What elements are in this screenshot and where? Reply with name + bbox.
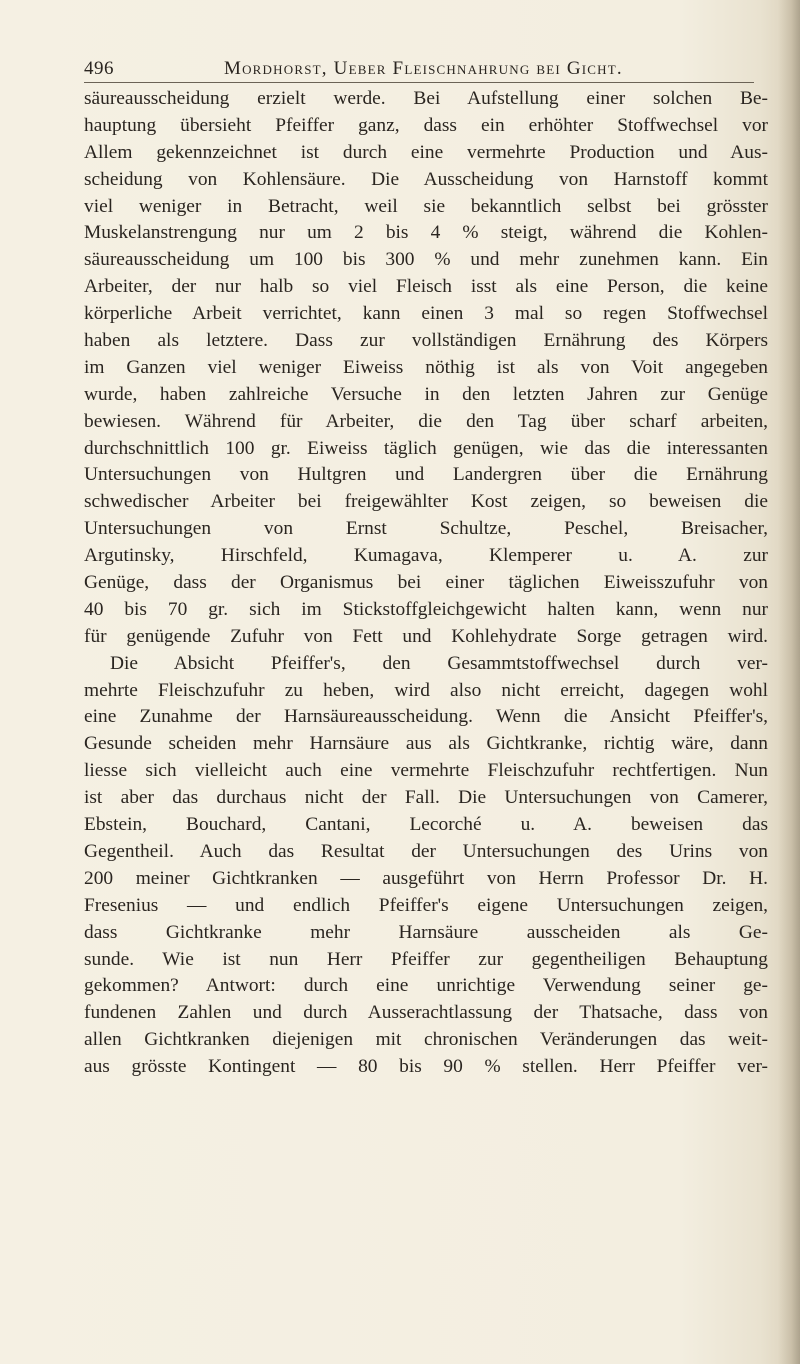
running-head — [84, 54, 764, 84]
text-line: durchschnittlich 100 gr. Eiweiss täglich genügen, wie das die interessanten — [84, 437, 768, 459]
text-line: fundenen Zahlen und durch Ausserachtlassung der Thatsache, dass von — [84, 1002, 768, 1024]
text-line: Untersuchungen von Ernst Schultze, Peschel, Breisacher, — [84, 518, 768, 540]
page-gutter-shadow — [778, 0, 800, 1364]
body-text — [84, 86, 768, 1081]
text-line: im Ganzen viel weniger Eiweiss nöthig ist als von Voit angegeben — [84, 356, 768, 378]
text-line: schwedischer Arbeiter bei freigewählter Kost zeigen, so beweisen die — [84, 491, 768, 513]
running-title: Mordhorst, Ueber Fleischnahrung bei Gicht. — [224, 58, 623, 79]
text-line: Fresenius — und endlich Pfeiffer's eigene Untersuchungen zeigen, — [84, 894, 768, 916]
text-line: für genügende Zufuhr von Fett und Kohlehydrate Sorge getragen wird. — [84, 625, 768, 647]
text-line: allen Gichtkranken diejenigen mit chronischen Veränderungen das weit- — [84, 1029, 768, 1051]
text-line: scheidung von Kohlensäure. Die Ausscheidung von Harnstoff kommt — [84, 168, 768, 190]
text-line: körperliche Arbeit verrichtet, kann einen 3 mal so regen Stoffwechsel — [84, 303, 768, 325]
page-number: 496 — [84, 58, 114, 79]
text-line: haben als letztere. Dass zur vollständigen Ernährung des Körpers — [84, 330, 768, 352]
text-line: liesse sich vielleicht auch eine vermehrte Fleischzufuhr rechtfertigen. Nun — [84, 760, 768, 782]
text-line: hauptung übersieht Pfeiffer ganz, dass ein erhöhter Stoffwechsel vor — [84, 114, 768, 136]
text-line: 200 meiner Gichtkranken — ausgeführt von Herrn Professor Dr. H. — [84, 867, 768, 889]
text-line: dass Gichtkranke mehr Harnsäure ausscheiden als Ge- — [84, 921, 768, 943]
text-line: Untersuchungen von Hultgren und Landergren über die Ernährung — [84, 464, 768, 486]
text-line: sunde. Wie ist nun Herr Pfeiffer zur gegentheiligen Behauptung — [84, 948, 768, 970]
paragraph-start-line: Die Absicht Pfeiffer's, den Gesammtstoffwechsel durch ver- — [110, 652, 768, 674]
text-line: Argutinsky, Hirschfeld, Kumagava, Klemperer u. A. zur — [84, 545, 768, 567]
text-line: 40 bis 70 gr. sich im Stickstoffgleichgewicht halten kann, wenn nur — [84, 598, 768, 620]
text-line: Ebstein, Bouchard, Cantani, Lecorché u. A. beweisen das — [84, 814, 768, 836]
text-line: säureausscheidung um 100 bis 300 % und mehr zunehmen kann. Ein — [84, 249, 768, 271]
text-line: Gegentheil. Auch das Resultat der Untersuchungen des Urins von — [84, 840, 768, 862]
text-line: Gesunde scheiden mehr Harnsäure aus als Gichtkranke, richtig wäre, dann — [84, 733, 768, 755]
text-line: bewiesen. Während für Arbeiter, die den Tag über scharf arbeiten, — [84, 410, 768, 432]
header-rule — [84, 82, 754, 83]
text-line: aus grösste Kontingent — 80 bis 90 % stellen. Herr Pfeiffer ver- — [84, 1056, 768, 1078]
text-line: Genüge, dass der Organismus bei einer täglichen Eiweisszufuhr von — [84, 572, 768, 594]
text-line: Allem gekennzeichnet ist durch eine vermehrte Production und Aus- — [84, 141, 768, 163]
text-line: eine Zunahme der Harnsäureausscheidung. Wenn die Ansicht Pfeiffer's, — [84, 706, 768, 728]
text-line: Arbeiter, der nur halb so viel Fleisch isst als eine Person, die keine — [84, 276, 768, 298]
text-line: säureausscheidung erzielt werde. Bei Aufstellung einer solchen Be- — [84, 88, 768, 109]
text-line: ist aber das durchaus nicht der Fall. Die Untersuchungen von Camerer, — [84, 787, 768, 809]
text-line: viel weniger in Betracht, weil sie bekanntlich selbst bei grösster — [84, 195, 768, 217]
text-line: Muskelanstrengung nur um 2 bis 4 % steigt, während die Kohlen- — [84, 222, 768, 244]
text-line: mehrte Fleischzufuhr zu heben, wird also nicht erreicht, dagegen wohl — [84, 679, 768, 701]
text-line: wurde, haben zahlreiche Versuche in den letzten Jahren zur Genüge — [84, 383, 768, 405]
text-line: gekommen? Antwort: durch eine unrichtige Verwendung seiner ge- — [84, 975, 768, 997]
